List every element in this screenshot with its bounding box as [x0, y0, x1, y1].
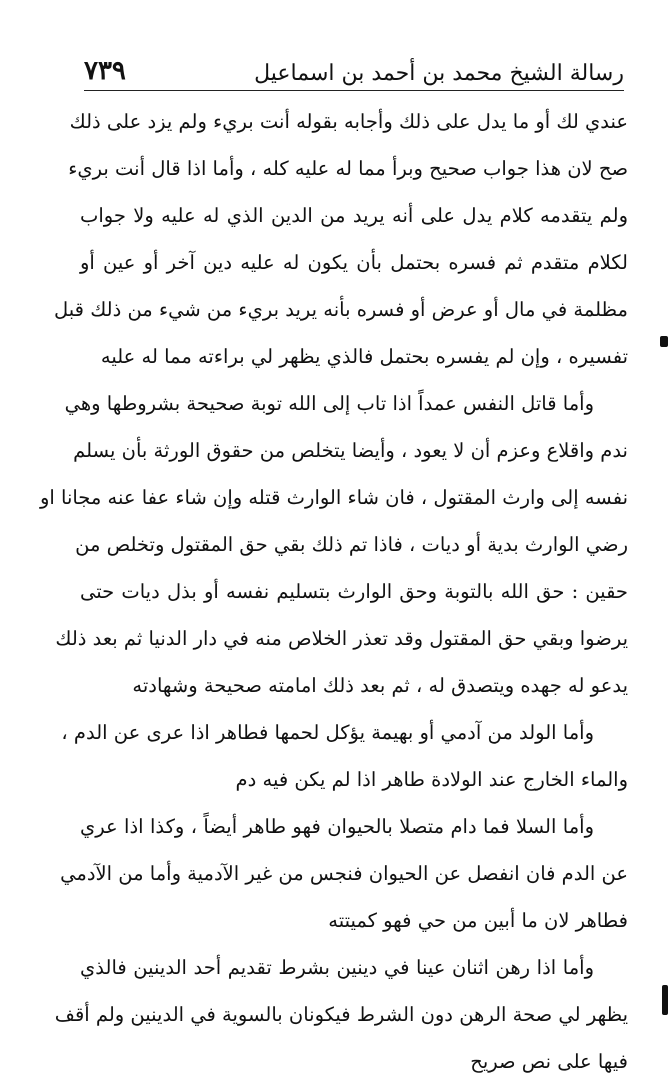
text-line: فيها على نص صريح	[470, 1050, 628, 1073]
text-line: صح لان هذا جواب صحيح وبرأ مما له عليه كله ، وأما اذا قال أنت بريء	[68, 157, 628, 180]
scan-mark	[660, 336, 668, 347]
running-title: رسالة الشيخ محمد بن أحمد بن اسماعيل	[254, 61, 624, 86]
text-line: يدعو له جهده ويتصدق له ، ثم بعد ذلك امامته صحيحة وشهادته	[132, 674, 628, 697]
text-line: وأما السلا فما دام متصلا بالحيوان فهو طاهر أيضاً ، وكذا اذا عري	[80, 815, 594, 838]
text-line: يرضوا وبقي حق المقتول وقد تعذر الخلاص منه في دار الدنيا ثم بعد ذلك	[55, 627, 628, 650]
text-line: ندم واقلاع وعزم أن لا يعود ، وأيضا يتخلص من حقوق الورثة بأن يسلم	[73, 439, 628, 462]
scan-mark	[662, 985, 668, 1015]
text-line: تفسيره ، وإن لم يفسره بحتمل فالذي يظهر لي براءته مما له عليه	[100, 345, 628, 368]
text-line: نفسه إلى وارث المقتول ، فان شاء الوارث قتله وإن شاء عفا عنه مجانا او	[39, 486, 628, 509]
text-line: فطاهر لان ما أبين من حي فهو كميتته	[328, 909, 628, 932]
text-line: عندي لك أو ما يدل على ذلك وأجابه بقوله أنت بريء ولم يزد على ذلك	[69, 110, 628, 133]
body-text	[39, 98, 628, 1085]
text-line: وأما اذا رهن اثنان عينا في دينين بشرط تقديم أحد الدينين فالذي	[80, 956, 594, 979]
text-line: مظلمة في مال أو عرض أو فسره بأنه يريد بريء من شيء من ذلك قبل	[54, 298, 628, 321]
text-line: يظهر لي صحة الرهن دون الشرط فيكونان بالسوية في الدينين ولم أقف	[54, 1003, 628, 1026]
text-line: حقين : حق الله بالتوبة وحق الوارث بتسليم نفسه أو بذل ديات حتى	[80, 580, 628, 603]
header-rule	[84, 90, 624, 91]
text-line: والماء الخارج عند الولادة طاهر اذا لم يكن فيه دم	[235, 768, 628, 791]
text-line: وأما قاتل النفس عمداً اذا تاب إلى الله توبة صحيحة بشروطها وهي	[64, 392, 594, 415]
page-header	[84, 46, 624, 86]
text-line: وأما الولد من آدمي أو بهيمة يؤكل لحمها فطاهر اذا عرى عن الدم ،	[61, 721, 594, 744]
page-number: ٧٣٩	[84, 56, 126, 86]
text-line: ولم يتقدمه كلام يدل على أنه يريد من الدين الذي له عليه ولا جواب	[80, 204, 628, 227]
text-line: رضي الوارث بدية أو ديات ، فاذا تم ذلك بقي حق المقتول وتخلص من	[75, 533, 628, 556]
text-line: عن الدم فان انفصل عن الحيوان فنجس من غير الآدمية وأما من الآدمي	[60, 862, 628, 885]
text-line: لكلام متقدم ثم فسره بحتمل بأن يكون له عليه دين آخر أو عين أو	[80, 251, 628, 274]
